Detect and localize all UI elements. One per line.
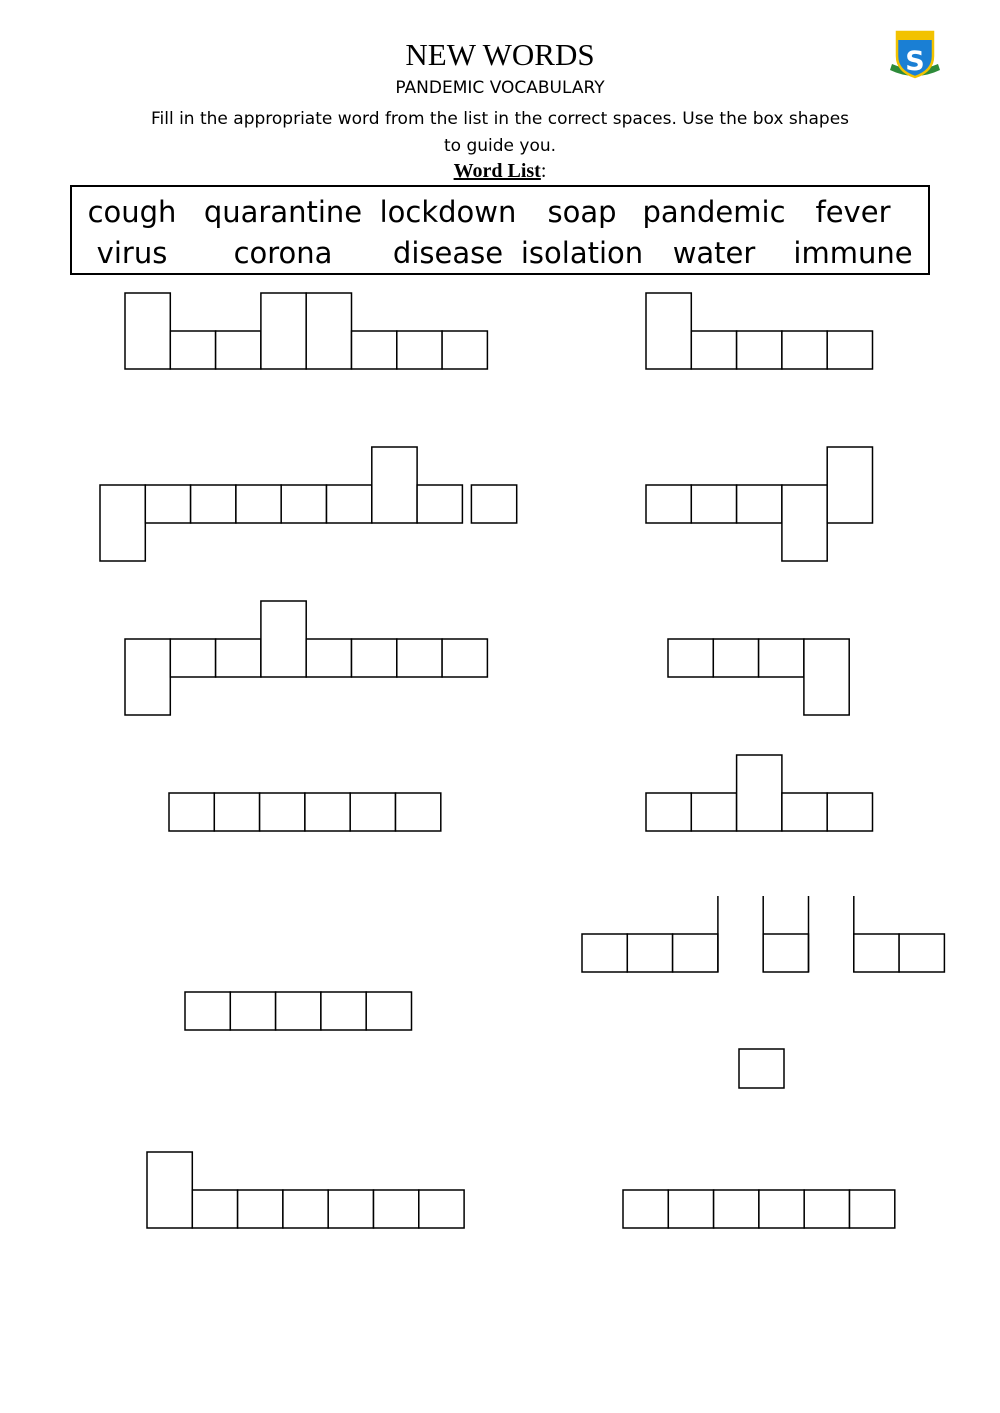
instructions-text: Fill in the appropriate word from the list in the correct spaces. Use the box shapes to guide you. bbox=[150, 109, 850, 156]
letter-box[interactable] bbox=[827, 793, 872, 831]
letter-box[interactable] bbox=[737, 331, 782, 369]
letter-box[interactable] bbox=[397, 639, 442, 677]
letter-box[interactable] bbox=[646, 793, 691, 831]
puzzle-6 bbox=[668, 639, 849, 715]
word-virus: virus bbox=[96, 236, 168, 270]
word-isolation: isolation bbox=[520, 236, 644, 270]
word-pandemic: pandemic bbox=[642, 195, 786, 229]
letter-box[interactable] bbox=[737, 755, 782, 831]
puzzle-3 bbox=[100, 447, 517, 561]
word-quarantine: quarantine bbox=[203, 195, 363, 229]
letter-box[interactable] bbox=[763, 934, 808, 972]
letter-box[interactable] bbox=[145, 485, 190, 523]
letter-box[interactable] bbox=[236, 485, 281, 523]
word-fever: fever bbox=[815, 195, 891, 229]
letter-box[interactable] bbox=[827, 331, 872, 369]
letter-box[interactable] bbox=[442, 331, 487, 369]
puzzle-1 bbox=[125, 293, 487, 369]
letter-box[interactable] bbox=[646, 293, 691, 369]
letter-box[interactable] bbox=[623, 1190, 668, 1228]
letter-box[interactable] bbox=[627, 934, 672, 972]
letter-box[interactable] bbox=[260, 793, 305, 831]
puzzle-8 bbox=[646, 755, 873, 831]
letter-box[interactable] bbox=[327, 485, 372, 523]
letter-box[interactable] bbox=[809, 896, 854, 972]
letter-box[interactable] bbox=[125, 639, 170, 715]
word-corona: corona bbox=[233, 236, 333, 270]
letter-box[interactable] bbox=[306, 639, 351, 677]
letter-box[interactable] bbox=[419, 1190, 464, 1228]
letter-box[interactable] bbox=[372, 447, 417, 523]
letter-box[interactable] bbox=[328, 1190, 373, 1228]
letter-box[interactable] bbox=[718, 896, 763, 972]
letter-box[interactable] bbox=[276, 992, 321, 1030]
letter-box[interactable] bbox=[739, 1049, 784, 1088]
letter-box[interactable] bbox=[714, 1190, 759, 1228]
puzzle-4 bbox=[646, 447, 873, 561]
puzzle-9 bbox=[582, 896, 944, 972]
letter-box[interactable] bbox=[321, 992, 366, 1030]
word-immune: immune bbox=[793, 236, 913, 270]
letter-box[interactable] bbox=[759, 639, 804, 677]
letter-box[interactable] bbox=[899, 934, 944, 972]
puzzle-2 bbox=[646, 293, 873, 369]
letter-box[interactable] bbox=[170, 331, 215, 369]
puzzle-7 bbox=[169, 793, 441, 831]
letter-box[interactable] bbox=[668, 639, 713, 677]
word-cough: cough bbox=[87, 195, 177, 229]
letter-box[interactable] bbox=[261, 601, 306, 677]
letter-box[interactable] bbox=[737, 485, 782, 523]
letter-box[interactable] bbox=[214, 793, 259, 831]
word-lockdown: lockdown bbox=[379, 195, 517, 229]
letter-box[interactable] bbox=[366, 992, 411, 1030]
word-soap: soap bbox=[547, 195, 617, 229]
letter-box[interactable] bbox=[216, 639, 261, 677]
page-subtitle: PANDEMIC VOCABULARY bbox=[395, 78, 605, 98]
letter-box[interactable] bbox=[827, 447, 872, 523]
letter-box[interactable] bbox=[192, 1190, 237, 1228]
letter-box[interactable] bbox=[646, 485, 691, 523]
letter-box[interactable] bbox=[804, 639, 849, 715]
letter-box[interactable] bbox=[216, 331, 261, 369]
letter-box[interactable] bbox=[471, 485, 516, 523]
letter-box[interactable] bbox=[352, 331, 397, 369]
letter-box[interactable] bbox=[185, 992, 230, 1030]
letter-box[interactable] bbox=[125, 293, 170, 369]
letter-box[interactable] bbox=[442, 639, 487, 677]
letter-box[interactable] bbox=[691, 485, 736, 523]
letter-box[interactable] bbox=[759, 1190, 804, 1228]
letter-box[interactable] bbox=[782, 485, 827, 561]
letter-box[interactable] bbox=[396, 793, 441, 831]
letter-box[interactable] bbox=[668, 1190, 713, 1228]
letter-box[interactable] bbox=[170, 639, 215, 677]
letter-box[interactable] bbox=[169, 793, 214, 831]
letter-box[interactable] bbox=[713, 639, 758, 677]
word-list-colon: : bbox=[540, 160, 547, 182]
puzzle-5 bbox=[125, 601, 487, 715]
letter-box[interactable] bbox=[854, 934, 899, 972]
letter-box[interactable] bbox=[230, 992, 275, 1030]
letter-box[interactable] bbox=[782, 331, 827, 369]
puzzle-10 bbox=[185, 992, 412, 1030]
letter-box[interactable] bbox=[261, 293, 306, 369]
letter-box[interactable] bbox=[147, 1152, 192, 1228]
letter-box[interactable] bbox=[374, 1190, 419, 1228]
word-disease: disease bbox=[392, 236, 504, 270]
letter-box[interactable] bbox=[238, 1190, 283, 1228]
letter-box[interactable] bbox=[281, 485, 326, 523]
puzzle-12 bbox=[623, 1190, 895, 1228]
word-list-label: Word List bbox=[453, 160, 541, 182]
letter-box[interactable] bbox=[691, 793, 736, 831]
letter-box[interactable] bbox=[691, 331, 736, 369]
letter-box[interactable] bbox=[417, 485, 462, 523]
puzzle-11 bbox=[147, 1152, 464, 1228]
word-water: water bbox=[672, 236, 756, 270]
letter-box[interactable] bbox=[850, 1190, 895, 1228]
page-title: NEW WORDS bbox=[405, 37, 595, 72]
letter-box[interactable] bbox=[350, 793, 395, 831]
letter-box[interactable] bbox=[305, 793, 350, 831]
letter-box[interactable] bbox=[804, 1190, 849, 1228]
letter-box[interactable] bbox=[306, 293, 351, 369]
letter-box[interactable] bbox=[100, 485, 145, 561]
letter-box[interactable] bbox=[283, 1190, 328, 1228]
svg-text:S: S bbox=[905, 46, 925, 77]
letter-box[interactable] bbox=[352, 639, 397, 677]
letter-box[interactable] bbox=[782, 793, 827, 831]
letter-box[interactable] bbox=[673, 934, 718, 972]
letter-box[interactable] bbox=[191, 485, 236, 523]
letter-box[interactable] bbox=[582, 934, 627, 972]
letter-box[interactable] bbox=[397, 331, 442, 369]
